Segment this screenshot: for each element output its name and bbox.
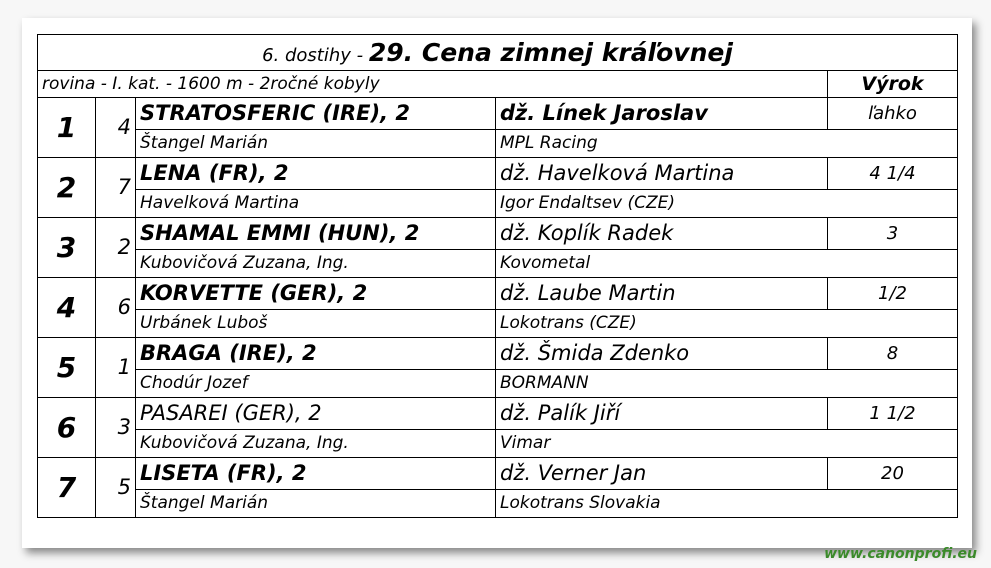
place: 7 (38, 458, 96, 518)
jockey-name: dž. Verner Jan (496, 458, 828, 490)
results-card (22, 18, 972, 548)
jockey-name: dž. Havelková Martina (496, 158, 828, 190)
horse-name: STRATOSFERIC (IRE), 2 (136, 98, 496, 130)
owner-name: BORMANN (496, 370, 958, 398)
distance: 1 1/2 (828, 398, 958, 430)
jockey-name: dž. Koplík Radek (496, 218, 828, 250)
start-number: 4 (96, 98, 136, 158)
start-number: 1 (96, 338, 136, 398)
owner-name: Lokotrans (CZE) (496, 310, 958, 338)
conditions-row (38, 71, 958, 98)
race-conditions: rovina - I. kat. - 1600 m - 2ročné kobyly (38, 71, 828, 98)
result-detail-row (38, 430, 958, 458)
result-detail-row (38, 310, 958, 338)
place: 6 (38, 398, 96, 458)
place: 5 (38, 338, 96, 398)
result-row (38, 458, 958, 490)
trainer-name: Kubovičová Zuzana, Ing. (136, 250, 496, 278)
horse-name: LISETA (FR), 2 (136, 458, 496, 490)
jockey-name: dž. Šmida Zdenko (496, 338, 828, 370)
trainer-name: Havelková Martina (136, 190, 496, 218)
result-row (38, 338, 958, 370)
owner-name: MPL Racing (496, 130, 958, 158)
owner-name: Igor Endaltsev (CZE) (496, 190, 958, 218)
jockey-name: dž. Línek Jaroslav (496, 98, 828, 130)
horse-name: LENA (FR), 2 (136, 158, 496, 190)
start-number: 7 (96, 158, 136, 218)
start-number: 2 (96, 218, 136, 278)
trainer-name: Štangel Marián (136, 130, 496, 158)
result-detail-row (38, 370, 958, 398)
place: 1 (38, 98, 96, 158)
result-row (38, 278, 958, 310)
distance: ľahko (828, 98, 958, 130)
jockey-name: dž. Palík Jiří (496, 398, 828, 430)
owner-name: Kovometal (496, 250, 958, 278)
horse-name: KORVETTE (GER), 2 (136, 278, 496, 310)
distance: 4 1/4 (828, 158, 958, 190)
result-detail-row (38, 490, 958, 518)
place: 3 (38, 218, 96, 278)
race-title-row (38, 35, 958, 71)
result-detail-row (38, 130, 958, 158)
result-row (38, 398, 958, 430)
horse-name: BRAGA (IRE), 2 (136, 338, 496, 370)
start-number: 3 (96, 398, 136, 458)
owner-name: Lokotrans Slovakia (496, 490, 958, 518)
result-row (38, 218, 958, 250)
jockey-name: dž. Laube Martin (496, 278, 828, 310)
result-row (38, 158, 958, 190)
horse-name: SHAMAL EMMI (HUN), 2 (136, 218, 496, 250)
result-row (38, 98, 958, 130)
race-prefix: 6. dostihy - (262, 45, 364, 66)
horse-name: PASAREI (GER), 2 (136, 398, 496, 430)
watermark: www.canonprofi.eu (824, 546, 977, 562)
trainer-name: Urbánek Luboš (136, 310, 496, 338)
vyrok-header: Výrok (828, 71, 958, 98)
trainer-name: Štangel Marián (136, 490, 496, 518)
place: 2 (38, 158, 96, 218)
owner-name: Vimar (496, 430, 958, 458)
place: 4 (38, 278, 96, 338)
distance: 20 (828, 458, 958, 490)
trainer-name: Chodúr Jozef (136, 370, 496, 398)
distance: 3 (828, 218, 958, 250)
start-number: 6 (96, 278, 136, 338)
distance: 8 (828, 338, 958, 370)
distance: 1/2 (828, 278, 958, 310)
results-table (37, 34, 958, 518)
race-name: 29. Cena zimnej kráľovnej (368, 38, 733, 67)
result-detail-row (38, 190, 958, 218)
start-number: 5 (96, 458, 136, 518)
result-detail-row (38, 250, 958, 278)
trainer-name: Kubovičová Zuzana, Ing. (136, 430, 496, 458)
race-title (38, 35, 958, 71)
